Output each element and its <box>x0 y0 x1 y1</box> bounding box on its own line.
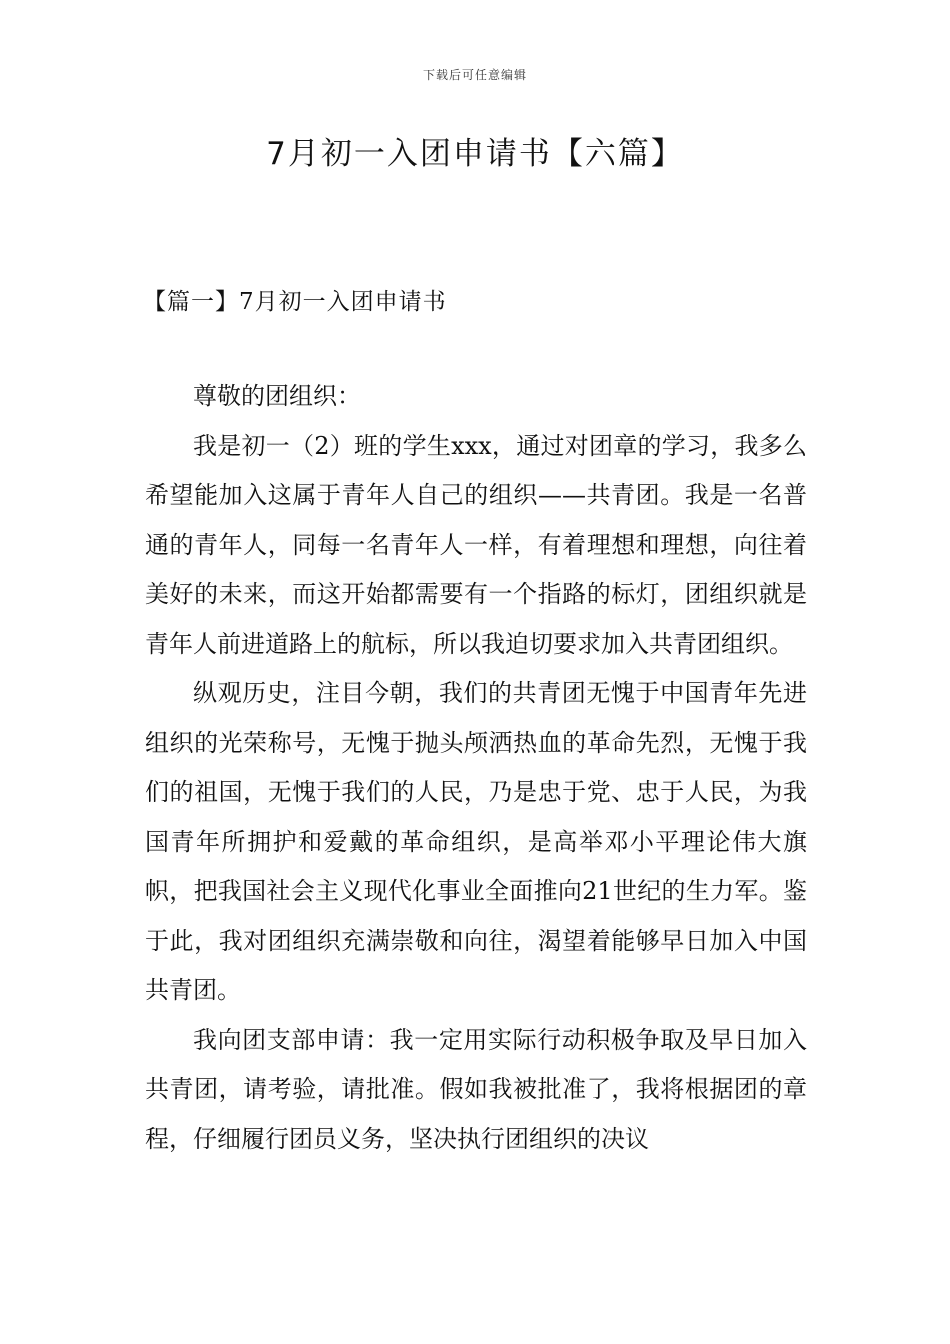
body-paragraph: 我向团支部申请：我一定用实际行动积极争取及早日加入共青团，请考验，请批准。假如我被批准了，我将根据团的章程，仔细履行团员义务，坚决执行团组织的决议 <box>145 1025 807 1153</box>
section-heading: 【篇一】7月初一入团申请书 <box>143 289 447 315</box>
body-paragraph: 我是初一（2）班的学生xxx，通过对团章的学习，我多么希望能加入这属于青年人自己的组织——共青团。我是一名普通的青年人，同每一名青年人一样，有着理想和理想，向往着美好的未来，而这开始都需要有一个指路的标灯，团组织就是青年人前进道路上的航标，所以我迫切要求加入共青团组织。 <box>145 431 807 658</box>
body-text <box>145 372 807 1164</box>
header-note: 下载后可任意编辑 <box>422 68 527 82</box>
body-paragraph: 纵观历史，注目今朝，我们的共青团无愧于中国青年先进组织的光荣称号，无愧于抛头颅洒热血的革命先烈，无愧于我们的祖国，无愧于我们的人民，乃是忠于党、忠于人民，为我国青年所拥护和爱戴的革命组织，是高举邓小平理论伟大旗帜，把我国社会主义现代化事业全面推向21世纪的生力军。鉴于此，我对团组织充满崇敬和向往，渴望着能够早日加入中国共青团。 <box>145 679 807 1004</box>
page-title: 7月初一入团申请书【六篇】 <box>266 136 684 172</box>
salutation-paragraph: 尊敬的团组织： <box>193 382 361 410</box>
